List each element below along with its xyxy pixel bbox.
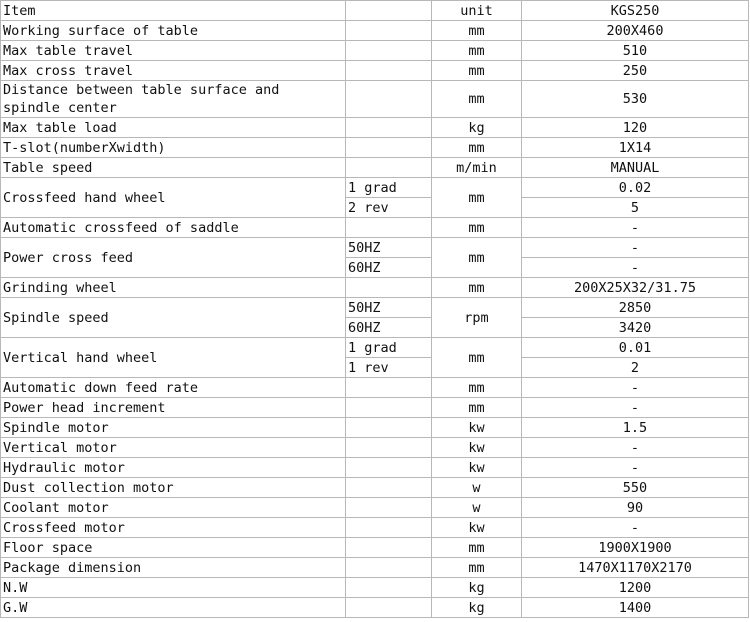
spec-value: -: [522, 518, 749, 538]
spec-unit: mm: [432, 41, 522, 61]
spec-value: 90: [522, 498, 749, 518]
spec-value: 1X14: [522, 138, 749, 158]
table-row: [1, 498, 749, 518]
spec-unit: kg: [432, 118, 522, 138]
spec-item: Max table travel: [1, 41, 346, 61]
spec-condition: 1 grad: [346, 338, 432, 358]
spec-item: Crossfeed hand wheel: [1, 178, 346, 218]
spec-unit: mm: [432, 61, 522, 81]
spec-value: 510: [522, 41, 749, 61]
table-row: [1, 41, 749, 61]
table-row: [1, 61, 749, 81]
header-condition: [346, 1, 432, 21]
spec-condition: [346, 118, 432, 138]
spec-value: -: [522, 238, 749, 258]
spec-unit: rpm: [432, 298, 522, 338]
spec-condition: 1 rev: [346, 358, 432, 378]
spec-unit: mm: [432, 21, 522, 41]
spec-item: Table speed: [1, 158, 346, 178]
spec-unit: mm: [432, 138, 522, 158]
spec-item: Max cross travel: [1, 61, 346, 81]
spec-condition: [346, 378, 432, 398]
table-row: [1, 558, 749, 578]
spec-condition: [346, 398, 432, 418]
spec-condition: 60HZ: [346, 258, 432, 278]
spec-item: G.W: [1, 598, 346, 618]
spec-value: 200X25X32/31.75: [522, 278, 749, 298]
spec-condition: [346, 498, 432, 518]
spec-item: Grinding wheel: [1, 278, 346, 298]
spec-item: Floor space: [1, 538, 346, 558]
spec-value: 1400: [522, 598, 749, 618]
spec-condition: [346, 278, 432, 298]
spec-item: T-slot(numberXwidth): [1, 138, 346, 158]
table-row: [1, 81, 749, 118]
spec-value: 2: [522, 358, 749, 378]
spec-unit: mm: [432, 218, 522, 238]
table-row: [1, 478, 749, 498]
spec-condition: 1 grad: [346, 178, 432, 198]
spec-condition: 50HZ: [346, 298, 432, 318]
spec-condition: [346, 81, 432, 118]
header-unit: unit: [432, 1, 522, 21]
spec-unit: m/min: [432, 158, 522, 178]
spec-value: 1470X1170X2170: [522, 558, 749, 578]
spec-item: Spindle speed: [1, 298, 346, 338]
spec-unit: mm: [432, 81, 522, 118]
table-row: [1, 178, 749, 198]
spec-unit: kw: [432, 458, 522, 478]
spec-condition: [346, 518, 432, 538]
spec-condition: [346, 598, 432, 618]
table-row: [1, 298, 749, 318]
spec-value: 2850: [522, 298, 749, 318]
spec-value: 1200: [522, 578, 749, 598]
spec-condition: [346, 61, 432, 81]
spec-value: 120: [522, 118, 749, 138]
spec-condition: [346, 458, 432, 478]
spec-item: Power head increment: [1, 398, 346, 418]
spec-value: -: [522, 458, 749, 478]
spec-item: Package dimension: [1, 558, 346, 578]
spec-unit: mm: [432, 238, 522, 278]
table-row: [1, 458, 749, 478]
spec-item: Dust collection motor: [1, 478, 346, 498]
spec-condition: [346, 418, 432, 438]
spec-value: -: [522, 438, 749, 458]
table-row: [1, 218, 749, 238]
table-row: [1, 518, 749, 538]
spec-item: Crossfeed motor: [1, 518, 346, 538]
spec-value: 530: [522, 81, 749, 118]
table-row: [1, 338, 749, 358]
spec-unit: kw: [432, 518, 522, 538]
spec-unit: kg: [432, 598, 522, 618]
table-row: [1, 578, 749, 598]
spec-condition: [346, 158, 432, 178]
spec-value: 3420: [522, 318, 749, 338]
table-row: [1, 418, 749, 438]
spec-item: N.W: [1, 578, 346, 598]
spec-condition: 60HZ: [346, 318, 432, 338]
spec-value: 0.02: [522, 178, 749, 198]
spec-value: 250: [522, 61, 749, 81]
spec-condition: 50HZ: [346, 238, 432, 258]
spec-condition: [346, 558, 432, 578]
table-row: [1, 598, 749, 618]
spec-value: -: [522, 398, 749, 418]
spec-unit: mm: [432, 278, 522, 298]
spec-item: Automatic crossfeed of saddle: [1, 218, 346, 238]
spec-condition: [346, 578, 432, 598]
spec-item: Vertical motor: [1, 438, 346, 458]
spec-unit: w: [432, 478, 522, 498]
spec-value: 200X460: [522, 21, 749, 41]
spec-item: Power cross feed: [1, 238, 346, 278]
spec-condition: [346, 41, 432, 61]
spec-item: Distance between table surface and spindle center: [1, 81, 346, 118]
table-row: [1, 138, 749, 158]
spec-value: 550: [522, 478, 749, 498]
spec-value: 5: [522, 198, 749, 218]
spec-unit: mm: [432, 558, 522, 578]
table-row: [1, 438, 749, 458]
spec-value: -: [522, 378, 749, 398]
spec-unit: mm: [432, 378, 522, 398]
spec-condition: [346, 538, 432, 558]
spec-value: MANUAL: [522, 158, 749, 178]
spec-value: -: [522, 258, 749, 278]
spec-condition: [346, 138, 432, 158]
table-row: [1, 538, 749, 558]
spec-item: Max table load: [1, 118, 346, 138]
spec-item: Automatic down feed rate: [1, 378, 346, 398]
header-item: Item: [1, 1, 346, 21]
spec-condition: [346, 218, 432, 238]
spec-value: -: [522, 218, 749, 238]
table-row: [1, 118, 749, 138]
spec-unit: w: [432, 498, 522, 518]
spec-value: 0.01: [522, 338, 749, 358]
spec-unit: kg: [432, 578, 522, 598]
spec-unit: kw: [432, 438, 522, 458]
spec-unit: mm: [432, 538, 522, 558]
spec-unit: mm: [432, 398, 522, 418]
header-row: [1, 1, 749, 21]
spec-unit: kw: [432, 418, 522, 438]
spec-item: Hydraulic motor: [1, 458, 346, 478]
spec-condition: [346, 478, 432, 498]
spec-unit: mm: [432, 338, 522, 378]
table-row: [1, 378, 749, 398]
spec-unit: mm: [432, 178, 522, 218]
spec-condition: [346, 438, 432, 458]
table-row: [1, 21, 749, 41]
spec-condition: 2 rev: [346, 198, 432, 218]
table-row: [1, 278, 749, 298]
spec-value: 1900X1900: [522, 538, 749, 558]
spec-body: [1, 21, 749, 618]
spec-value: 1.5: [522, 418, 749, 438]
spec-item: Spindle motor: [1, 418, 346, 438]
spec-item: Working surface of table: [1, 21, 346, 41]
header-model: KGS250: [522, 1, 749, 21]
spec-item: Vertical hand wheel: [1, 338, 346, 378]
table-row: [1, 158, 749, 178]
spec-item: Coolant motor: [1, 498, 346, 518]
spec-condition: [346, 21, 432, 41]
table-row: [1, 238, 749, 258]
table-row: [1, 398, 749, 418]
